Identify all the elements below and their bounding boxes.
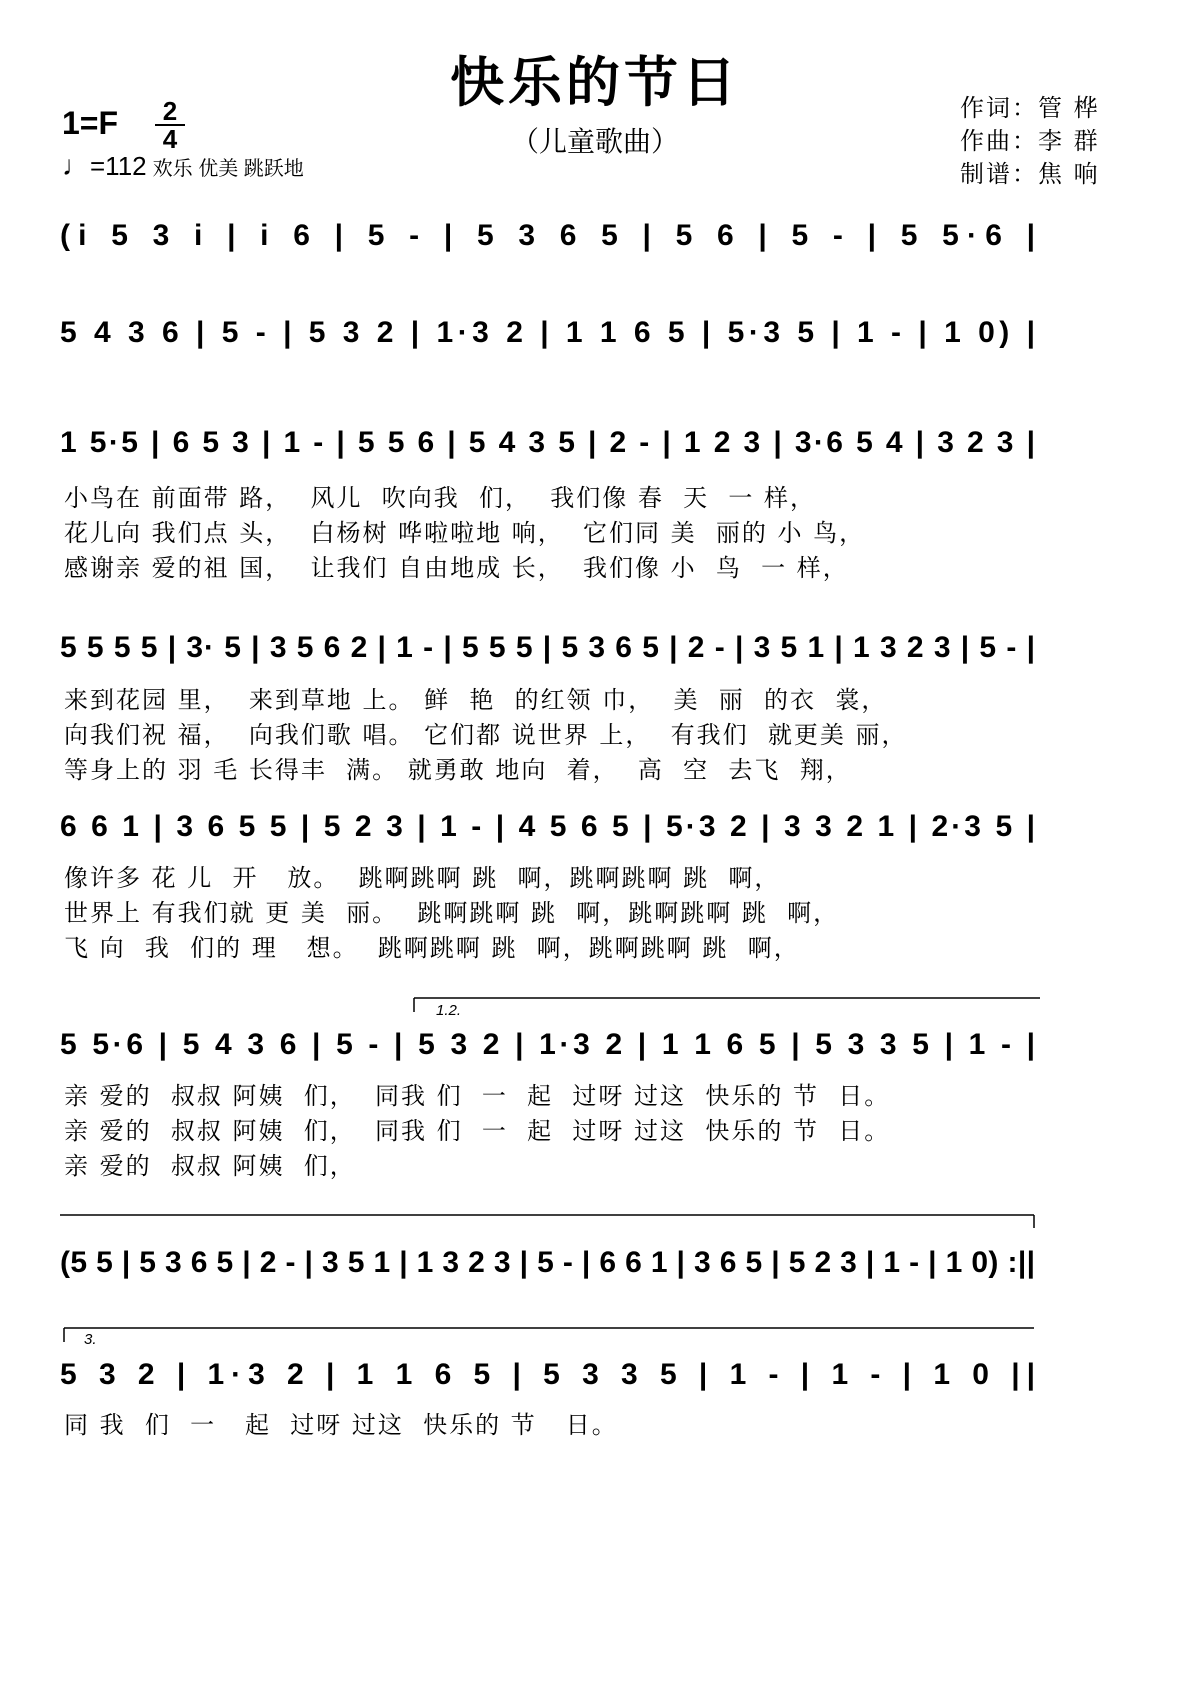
- tempo-value: =112: [90, 151, 147, 181]
- lyric-line-row6-2: 亲 爱的 叔叔 阿姨 们， 同我 们 一 起 过呀 过这 快乐的 节 日。: [64, 1117, 891, 1145]
- lyric-line-row8-1: 同 我 们 一 起 过呀 过这 快乐的 节 日。: [64, 1411, 618, 1439]
- meter-bottom: 4: [162, 124, 178, 154]
- lyric-line-row3-3: 感谢亲 爱的祖 国， 让我们 自由地成 长， 我们像 小 鸟 一 样，: [64, 554, 849, 582]
- score-row-4: 5 5 5 5 | 3· 5 | 3 5 6 2 | 1 - | 5 5 5 | 5 3 6 5 | 2 - | 3 5 1 | 1 3 2 3 | 5 - |: [60, 631, 1035, 664]
- ending-label-1-2: 1.2.: [436, 1002, 462, 1019]
- engraver: 制谱：焦 响: [960, 160, 1100, 188]
- song-subtitle: （儿童歌曲）: [510, 125, 679, 158]
- score-row-3: 1 5·5 | 6 5 3 | 1 - | 5 5 6 | 5 4 3 5 | 2 - | 1 2 3 | 3·6 5 4 | 3 2 3 |: [60, 426, 1035, 459]
- lyric-line-row5-2: 世界上 有我们就 更 美 丽。 跳啊跳啊 跳 啊，跳啊跳啊 跳 啊，: [64, 899, 840, 927]
- score-row-1: (i 5 3 i | i 6 | 5 - | 5 3 6 5 | 5 6 | 5 - | 5 5·6 |: [60, 219, 1035, 252]
- score-row-5: 6 6 1 | 3 6 5 5 | 5 2 3 | 1 - | 4 5 6 5 | 5·3 2 | 3 3 2 1 | 2·3 5 |: [60, 810, 1036, 843]
- lyric-line-row6-3: 亲 爱的 叔叔 阿姨 们，: [64, 1152, 356, 1180]
- quarter-note-icon: ♩: [62, 150, 90, 181]
- score-row-2: 5 4 3 6 | 5 - | 5 3 2 | 1·3 2 | 1 1 6 5 | 5·3 5 | 1 - | 1 0) |: [60, 316, 1035, 349]
- lyricist: 作词：管 桦: [960, 94, 1100, 122]
- meter-top: 2: [162, 96, 178, 126]
- lyric-line-row4-3: 等身上的 羽 毛 长得丰 满。 就勇敢 地向 着， 高 空 去飞 翔，: [64, 756, 852, 784]
- score-row-6: 5 5·6 | 5 4 3 6 | 5 - | 5 3 2 | 1·3 2 | 1 1 6 5 | 5 3 3 5 | 1 - |: [60, 1028, 1035, 1061]
- ending-label-3: 3.: [84, 1331, 97, 1348]
- score-row-8: 5 3 2 | 1·3 2 | 1 1 6 5 | 5 3 3 5 | 1 - | 1 - | 1 0 ||: [60, 1358, 1035, 1391]
- song-title: 快乐的节日: [450, 51, 740, 114]
- composer: 作曲：李 群: [960, 127, 1100, 155]
- key-signature: 1=F: [62, 105, 119, 141]
- lyric-line-row3-1: 小鸟在 前面带 路， 风儿 吹向我 们， 我们像 春 天 一 样，: [64, 484, 817, 512]
- score-row-7: (5 5 | 5 3 6 5 | 2 - | 3 5 1 | 1 3 2 3 | 5 - | 6 6 1 | 3 6 5 | 5 2 3 | 1 - | 1 0) :||: [60, 1246, 1035, 1279]
- lyric-line-row6-1: 亲 爱的 叔叔 阿姨 们， 同我 们 一 起 过呀 过这 快乐的 节 日。: [64, 1082, 891, 1110]
- lyric-line-row3-2: 花儿向 我们点 头， 白杨树 哗啦啦地 响， 它们同 美 丽的 小 鸟，: [64, 519, 866, 547]
- lyric-line-row4-1: 来到花园 里， 来到草地 上。 鲜 艳 的红领 巾， 美 丽 的衣 裳，: [64, 686, 888, 714]
- tempo-description: 欢乐 优美 跳跃地: [152, 158, 304, 180]
- lyric-line-row5-3: 飞 向 我 们的 理 想。 跳啊跳啊 跳 啊，跳啊跳啊 跳 啊，: [64, 934, 800, 962]
- lyric-line-row4-2: 向我们祝 福， 向我们歌 唱。 它们都 说世界 上， 有我们 就更美 丽，: [64, 721, 908, 749]
- lyric-line-row5-1: 像许多 花 儿 开 放。 跳啊跳啊 跳 啊，跳啊跳啊 跳 啊，: [64, 864, 781, 892]
